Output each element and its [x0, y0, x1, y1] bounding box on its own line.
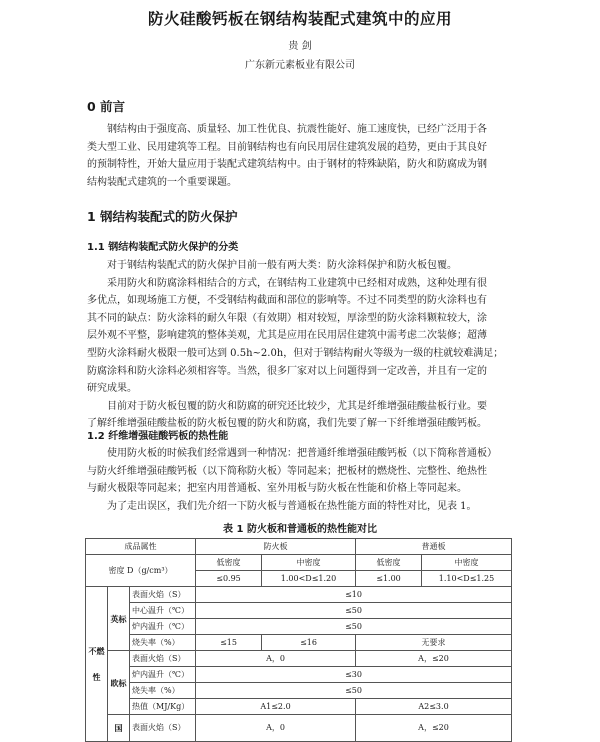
- section-1-2-heading: 1.2 纤维增强硅酸钙板的热性能: [87, 431, 229, 442]
- header-cell: 普通板: [356, 539, 512, 555]
- section-0-heading: 0 前言: [87, 99, 126, 114]
- group-label: 欧标: [108, 651, 130, 715]
- table-cell: A，0: [196, 715, 356, 742]
- header-cell: 防火板: [196, 539, 356, 555]
- text-line: 对于钢结构装配式的防火保护目前一般有两大类：防火涂料保护和防火板包覆。: [107, 260, 457, 271]
- table-cell: 无要求: [356, 635, 512, 651]
- table-cell: A，≤20: [356, 651, 512, 667]
- group-label: 不燃性: [86, 587, 108, 742]
- table-cell: ≤1.00: [356, 571, 422, 587]
- table-cell: 1.10<D≤1.25: [422, 571, 512, 587]
- table-cell: ≤30: [196, 667, 512, 683]
- table-cell: ≤50: [196, 603, 512, 619]
- text-line: 为了走出误区，我们先介绍一下防火板与普通板在热性能方面的特性对比，见表 1。: [107, 500, 477, 512]
- row-label: 热值（MJ/Kg）: [130, 699, 196, 715]
- text-line: 采用防火和防腐涂料相结合的方式，在钢结构工业建筑中已经相对成熟，这种处理有很: [107, 277, 487, 289]
- table-cell: ≤0.95: [196, 571, 262, 587]
- table-cell: ≤16: [262, 635, 356, 651]
- paper-title: 防火硅酸钙板在钢结构装配式建筑中的应用: [147, 10, 452, 28]
- text-line: 多优点，如现场施工方便，不受钢结构截面和部位的影响等。不过不同类型的防火涂料也有: [87, 295, 487, 307]
- section-1-heading: 1 钢结构装配式的防火保护: [87, 209, 238, 224]
- table-row: [86, 555, 512, 571]
- table-row: [86, 715, 512, 742]
- header-cell: 成品属性: [86, 539, 196, 555]
- table-caption: 表 1 防火板和普通板的热性能对比: [223, 524, 377, 535]
- text-line: 钢结构由于强度高、质量轻、加工性优良、抗震性能好、施工速度快，已经广泛用于各: [107, 124, 487, 135]
- row-label: 表面火焰（S）: [130, 587, 196, 603]
- table-cell: A，0: [196, 651, 356, 667]
- table-row: [86, 699, 512, 715]
- text-line: 与耐火极限等同起来；把室内用普通板、室外用板与防火板在性能和价格上等同起来。: [87, 483, 467, 495]
- text-line: 防腐涂料和防火涂料必须相容等。当然，很多厂家对以上问题得到一定改善，并且有一定的: [87, 365, 487, 377]
- row-label: 烧失率（%）: [130, 683, 196, 699]
- table-cell: A1≤2.0: [196, 699, 356, 715]
- text-line: 了解纤维增强硅酸盐板的防火板包覆的防火和防腐，我们先要了解一下纤维增强硅酸钙板。: [87, 418, 487, 430]
- table-row: [86, 539, 512, 555]
- text-line: 使用防火板的时候我们经常遇到一种情况：把普通纤维增强硅酸钙板（以下简称普通板）: [107, 448, 497, 459]
- table-cell: A2≤3.0: [356, 699, 512, 715]
- table-cell: A，≤20: [356, 715, 512, 742]
- text-line: 层外观不平整，影响建筑的整体美观，尤其是应用在民用居住建筑中需考虑二次装修；超薄: [87, 330, 487, 342]
- table-cell: 1.00<D≤1.20: [262, 571, 356, 587]
- table-cell: ≤50: [196, 683, 512, 699]
- text-line: 其不同的缺点：防火涂料的耐久年限（有效期）相对较短，厚涂型的防火涂料颗粒较大，涂: [87, 312, 487, 324]
- section-1-1-heading: 1.1 钢结构装配式防火保护的分类: [87, 242, 239, 253]
- text-line: 类大型工业、民用建筑等工程。目前钢结构也有向民用居住建筑发展的趋势，更由于其良好: [87, 141, 487, 153]
- row-label: 密度 D（g/cm³）: [86, 555, 196, 587]
- table-row: [86, 651, 512, 667]
- header-cell: 低密度: [356, 555, 422, 571]
- text-line: 结构装配式建筑的一个重要课题。: [87, 176, 237, 188]
- header-cell: 中密度: [262, 555, 356, 571]
- row-label: 中心温升（℃）: [130, 603, 196, 619]
- author: 贵 剑: [288, 41, 312, 52]
- group-label: 国: [108, 715, 130, 742]
- row-label: 烧失率（%）: [130, 635, 196, 651]
- header-cell: 低密度: [196, 555, 262, 571]
- section-1-1-body: [87, 257, 507, 433]
- table-cell: ≤15: [196, 635, 262, 651]
- table-cell: ≤50: [196, 619, 512, 635]
- header-cell: 中密度: [422, 555, 512, 571]
- row-label: 炉内温升（℃）: [130, 667, 196, 683]
- table-row: [86, 619, 512, 635]
- section-0-paragraph: [87, 121, 507, 191]
- text-line: 研究成果。: [87, 383, 137, 395]
- table-row: [86, 667, 512, 683]
- group-label: 英标: [108, 587, 130, 651]
- comparison-table: [85, 538, 512, 742]
- row-label: 表面火焰（S）: [130, 651, 196, 667]
- text-line: 与防火纤维增强硅酸钙板（以下简称防火板）等同起来；把板材的燃烧性、完整性、绝热性: [87, 465, 487, 477]
- table-row: [86, 603, 512, 619]
- table-row: [86, 635, 512, 651]
- text-line: 目前对于防火板包覆的防火和防腐的研究还比较少，尤其是纤维增强硅酸盐板行业。要: [107, 400, 487, 412]
- row-label: 炉内温升（℃）: [130, 619, 196, 635]
- affiliation: 广东新元素板业有限公司: [245, 60, 355, 71]
- text-line: 型防火涂料耐火极限一般可达到 0.5h~2.0h，但对于钢结构耐火等级为一级的柱就较难满足；: [87, 347, 504, 359]
- table-row: [86, 683, 512, 699]
- row-label: 表面火焰（S）: [130, 715, 196, 742]
- section-1-2-body: [87, 445, 507, 515]
- table-cell: ≤10: [196, 587, 512, 603]
- text-line: 的预制特性，开始大量应用于装配式建筑结构中。由于钢材的特殊缺陷，防火和防腐成为钢: [87, 159, 487, 171]
- table-row: [86, 587, 512, 603]
